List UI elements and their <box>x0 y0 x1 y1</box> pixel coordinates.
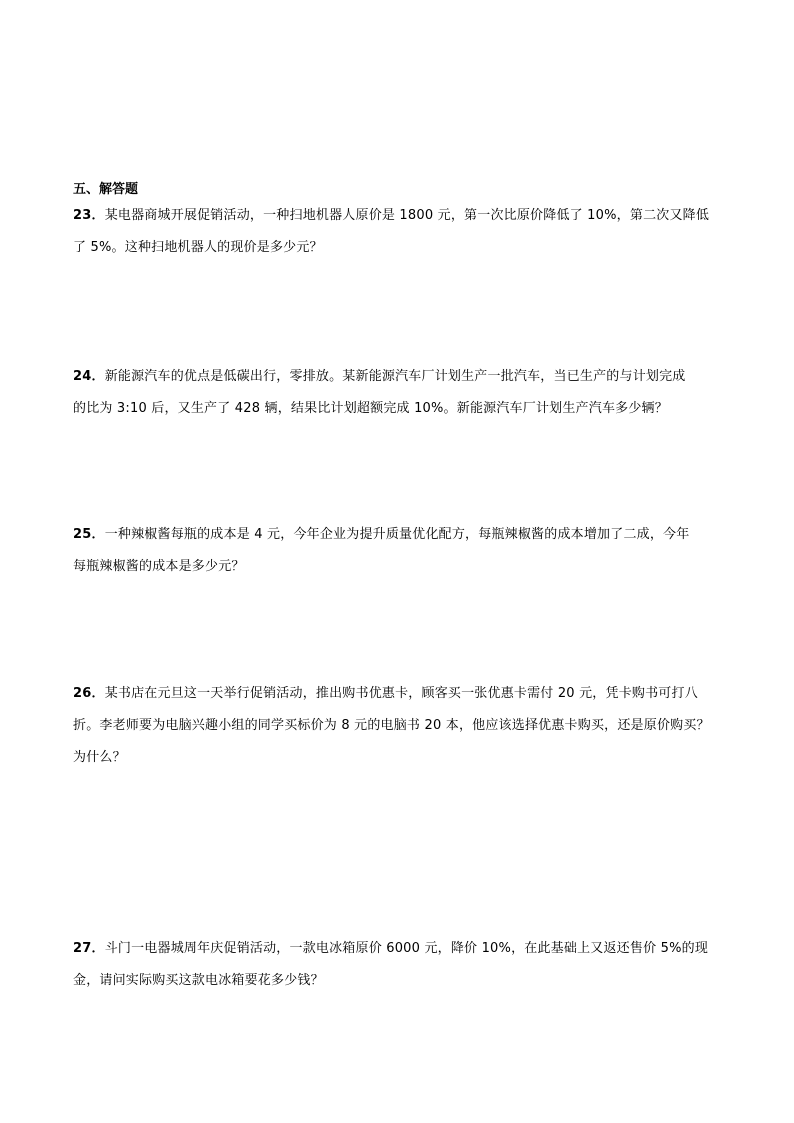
question-line <box>73 678 725 710</box>
question-line <box>73 519 725 551</box>
question-line: 每瓶辣椒酱的成本是多少元？ <box>73 559 245 574</box>
question-27 <box>73 933 725 997</box>
question-line: 折。李老师要为电脑兴趣小组的同学买标价为 8 元的电脑书 20 本，他应该选择优惠卡购买，还是原价购买？ <box>73 718 710 733</box>
question-line: 的比为 3:10 后，又生产了 428 辆，结果比计划超额完成 10%。新能源汽车厂计划生产汽车多少辆？ <box>73 401 668 416</box>
question-number: 26． <box>73 686 105 701</box>
question-24 <box>73 361 725 425</box>
question-text: 某书店在元旦这一天举行促销活动，推出购书优惠卡，顾客买一张优惠卡需付 20 元，凭卡购书可打八 <box>104 686 698 701</box>
question-25 <box>73 519 725 583</box>
question-number: 24． <box>73 369 105 384</box>
question-line <box>73 361 725 393</box>
question-line <box>73 200 725 232</box>
section-title: 五、解答题 <box>73 182 139 197</box>
question-26 <box>73 678 725 774</box>
question-line: 了 5%。这种扫地机器人的现价是多少元？ <box>73 240 323 255</box>
question-number: 27． <box>73 941 105 956</box>
question-number: 23． <box>73 208 105 223</box>
question-text: 新能源汽车的优点是低碳出行，零排放。某新能源汽车厂计划生产一批汽车，当已生产的与计划完成 <box>104 369 686 384</box>
question-number: 25． <box>73 527 105 542</box>
question-text: 斗门一电器城周年庆促销活动，一款电冰箱原价 6000 元，降价 10%，在此基础上又返还售价 5%的现 <box>104 941 709 956</box>
question-line <box>73 933 725 965</box>
question-23 <box>73 200 725 264</box>
question-text: 某电器商城开展促销活动，一种扫地机器人原价是 1800 元，第一次比原价降低了 10%，第二次又降低 <box>104 208 710 223</box>
question-line: 为什么？ <box>73 750 126 765</box>
question-text: 一种辣椒酱每瓶的成本是 4 元，今年企业为提升质量优化配方，每瓶辣椒酱的成本增加了二成，今年 <box>104 527 690 542</box>
question-line: 金，请问实际购买这款电冰箱要花多少钱？ <box>73 973 324 988</box>
